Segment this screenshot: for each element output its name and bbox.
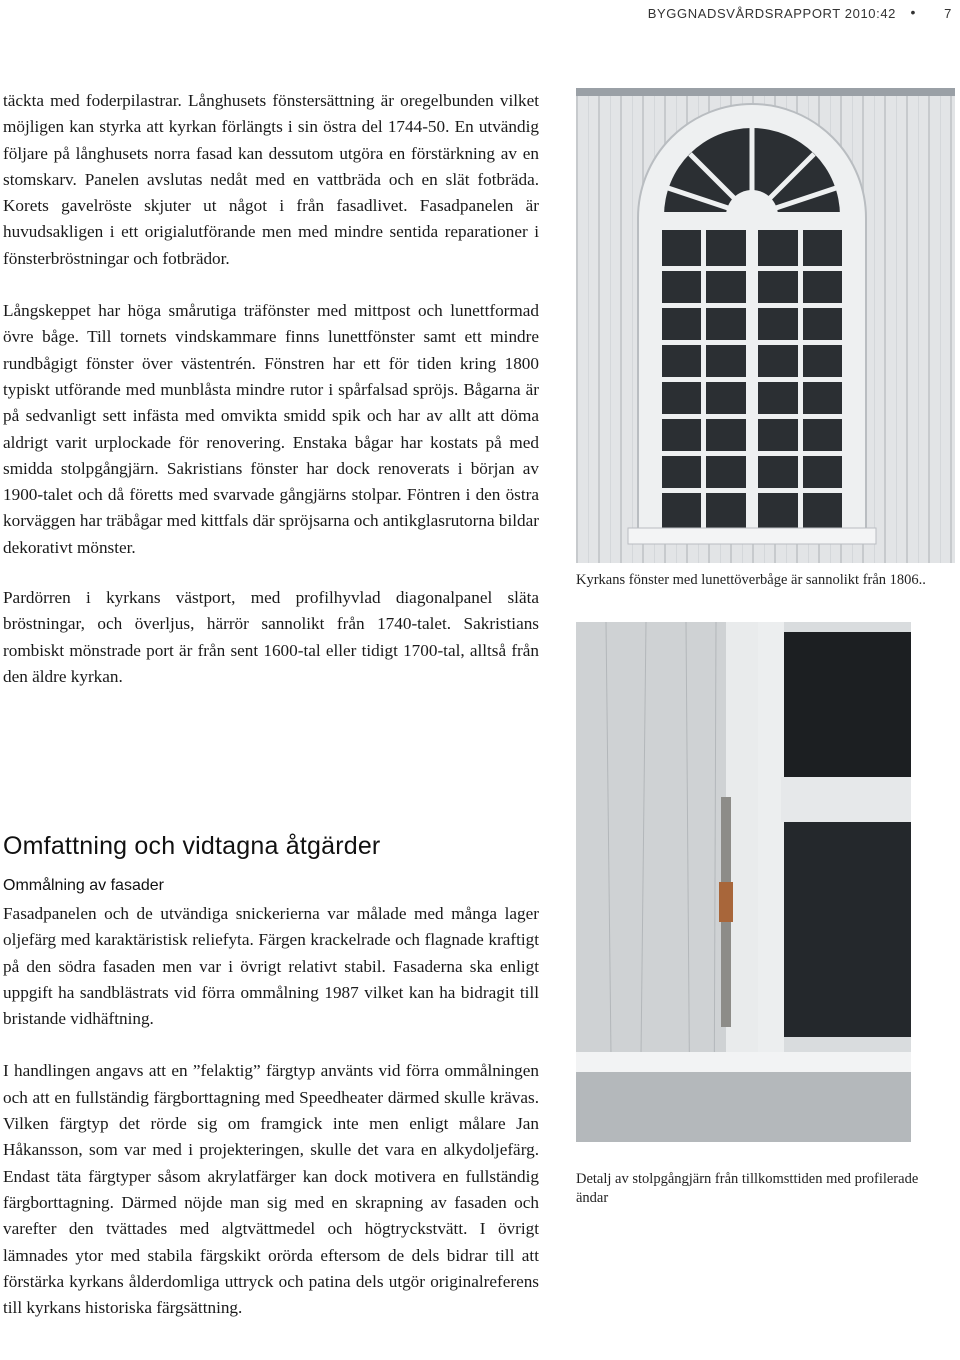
window-photo-image: [576, 88, 955, 563]
bullet-separator: •: [910, 4, 916, 20]
section-heading: Omfattning och vidtagna åtgärder: [3, 832, 381, 860]
running-title: BYGGNADSVÅRDSRAPPORT 2010:42: [647, 6, 896, 21]
figure-caption-window: Kyrkans fönster med lunettöverbåge är sannolikt från 1806..: [576, 572, 926, 588]
subsection-heading: Ommålning av fasader: [3, 877, 164, 894]
paragraph-windows: Långskeppet har höga smårutiga träfönster med mittpost och lunettformad övre båge. Till tornets vindskammare finns lunettfönster samt ett mindre rundbågigt fönster över västentrén. Fönstren har ett för tiden kring 1800 typiskt utförande med munblåsta mindre rutor i spårfalsad spröjs. Bågarna är på sedvanligt sett infästa med omvikta smidd spik och har av allt att döma aldrigt varit urplockade för renovering. Enstaka bågar har kostats på med smidda stolpgångjärn. Sakristians fönster har dock renoverats i början av 1900-talet och då företts med svarvade gångjärns stolpar. Föntren i den östra korväggen har träbågar med kittfals där spröjsarna och antikglasrutorna bildar dekorativt mönster.: [3, 301, 539, 557]
figure-caption-hinge: Detalj av stolpgångjärn från tillkomsttiden med profilerade ändar: [576, 1171, 919, 1206]
paragraph-paint-removal: I handlingen angavs att en ”felaktig” färgtyp använts vid förra ommålningen och att en fullständig färgborttagning med Speedheater därmed skulle krävas. Vilken färgtyp det rörde sig om framgick inte men enligt målare Jan Håkansson, som var med i projekteringen, skulle det vara en alkydoljefärg. Endast täta färgtyper såsom akrylatfärger kan dock motivera en fullständig färgborttagning. Därmed nöjde man sig med en skrapning av fasaden och varefter den tvättades med algtvättmedel och högtryckstvätt. I övrigt lämnades ytor med stabila färgskikt orörda eftersom de dels bidrar till att förstärka kyrkans ålderdomliga uttryck och patina dels utgör originalreferens till kyrkans historiska färgsättning.: [3, 1061, 539, 1318]
window-photo: [576, 88, 955, 563]
paragraph-doors: Pardörren i kyrkans västport, med profilhyvlad diagonalpanel släta bröstningar, och överljus, härrör sannolikt från 1740-talet. Sakristians rombiskt mönstrade port är från sent 1600-tal eller tidigt 1700-tal, alltså från den äldre kyrkan.: [3, 588, 539, 686]
body-column-upper: [3, 88, 539, 690]
page-header: [0, 0, 960, 30]
hinge-photo: [576, 622, 911, 1142]
paragraph-facade: täckta med foderpilastrar. Långhusets fönstersättning är oregelbunden vilket möjligen kan styrka att kyrkan förlängts i sin östra del 1744-50. En utvändig följare på långhusets norra fasad kan dessutom utgöra en förstärkning av en stomskarv. Panelen avslutas nedåt med en vattbräda och en slät fotbräda. Korets gavelröste skjuter ut något i från fasadlivet. Fasadpanelen är huvudsakligen i ett origialutförande men med mindre sentida reparationer i fönsterbröstningar och fotbrädor.: [3, 91, 539, 268]
page-number: 7: [944, 6, 952, 21]
paragraph-paint-condition: Fasadpanelen och de utvändiga snickerierna var målade med många lager oljefärg med karaktäristisk reliefyta. Färgen krackelrade och flagnade kraftigt på den södra fasaden men var i övrigt relativt stabil. Fasaderna ska enligt uppgift ha sandblästrats vid förra ommålning 1987 vilket kan ha bidragit till bristande vidhäftning.: [3, 904, 539, 1029]
hinge-photo-image: [576, 622, 911, 1142]
body-column-lower: [3, 901, 539, 1321]
